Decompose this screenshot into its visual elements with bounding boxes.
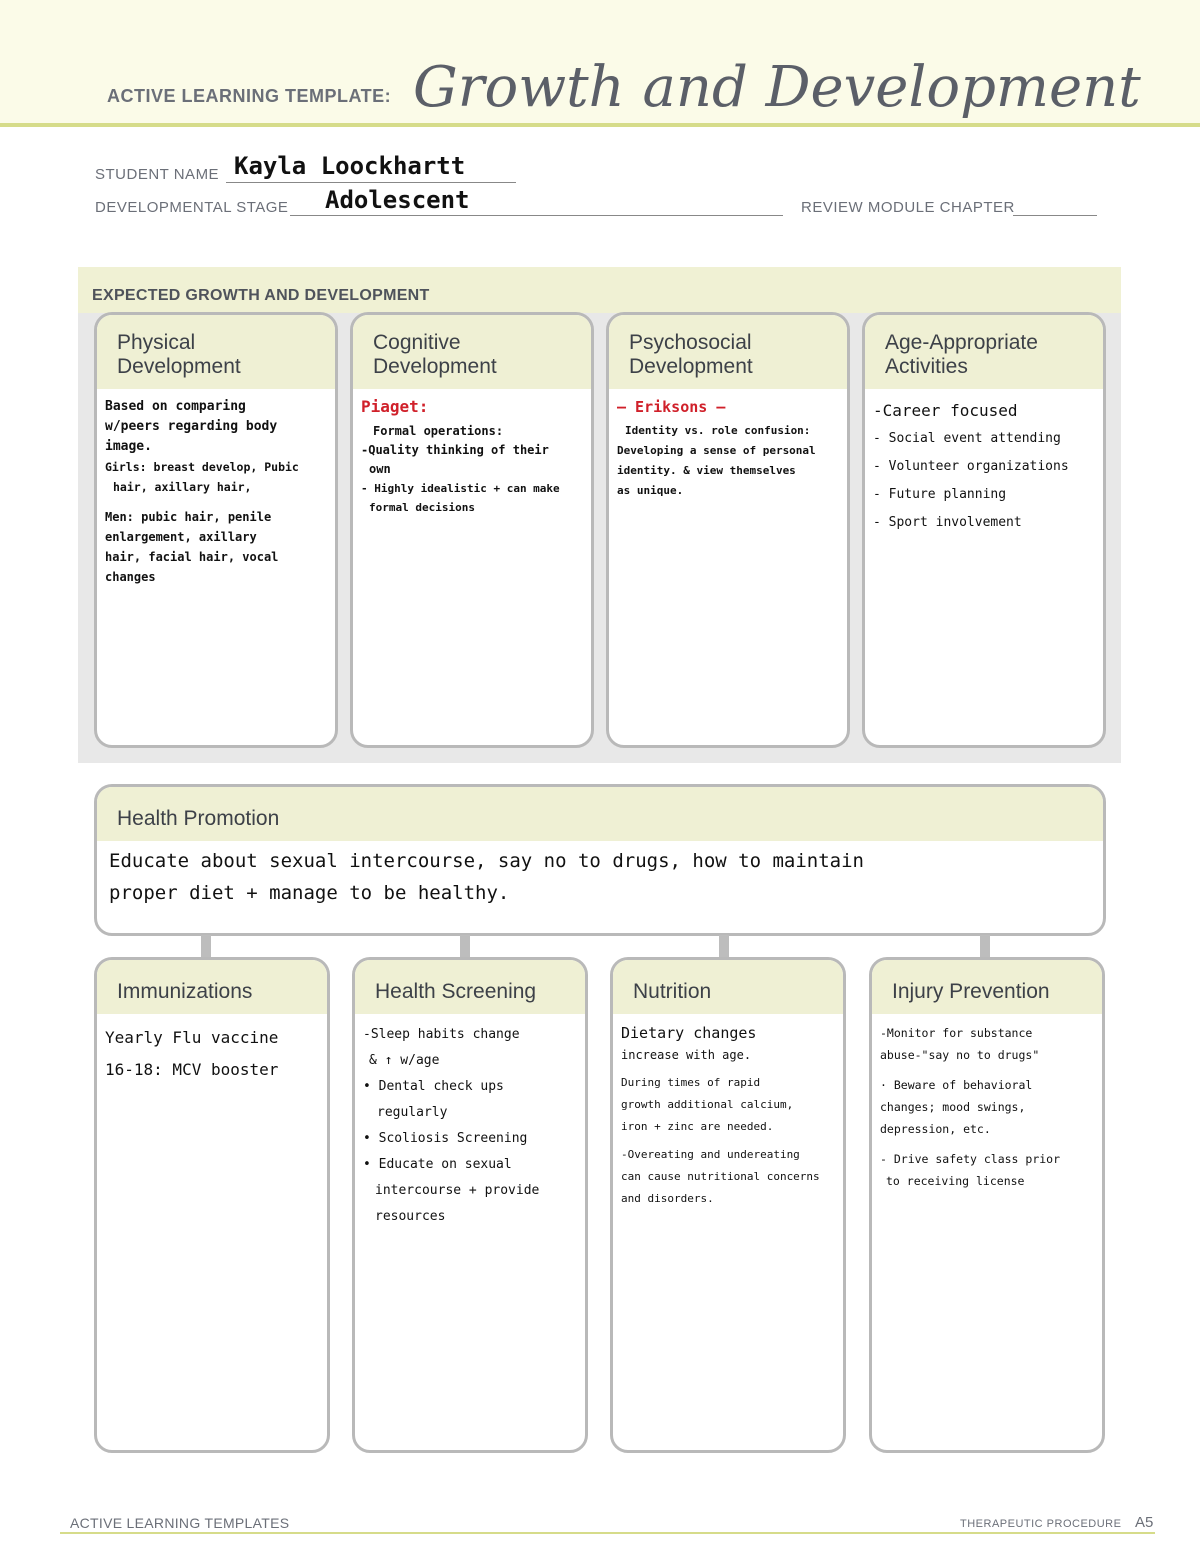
note-line: and disorders.	[621, 1192, 714, 1205]
note-line: iron + zinc are needed.	[621, 1120, 774, 1133]
footer-right-label: THERAPEUTIC PROCEDURE	[960, 1518, 1122, 1530]
note-line: w/peers regarding body	[105, 419, 278, 434]
card-title: Nutrition	[633, 980, 712, 1003]
note-line: & ↑ w/age	[369, 1053, 440, 1068]
note-line: Girls: breast develop, Pubic	[105, 460, 299, 474]
note-line: image.	[105, 439, 152, 454]
psychosocial-development-card	[606, 312, 850, 748]
cognitive-development-card	[350, 312, 594, 748]
card-header	[97, 960, 327, 1014]
card-body	[97, 1014, 327, 1094]
note-line: increase with age.	[621, 1048, 752, 1062]
card-header	[97, 315, 335, 389]
card-header	[613, 960, 843, 1014]
note-line: can cause nutritional concerns	[621, 1170, 820, 1183]
note-line: Based on comparing	[105, 399, 246, 414]
connector	[201, 935, 211, 957]
note-heading: Piaget:	[361, 397, 429, 416]
note-line: 16-18: MCV booster	[105, 1060, 279, 1079]
note-line: growth additional calcium,	[621, 1098, 794, 1111]
note-heading: – Eriksons –	[617, 398, 726, 416]
note-line: Men: pubic hair, penile	[105, 510, 272, 524]
expected-growth-label: EXPECTED GROWTH AND DEVELOPMENT	[92, 287, 430, 304]
student-name-label: STUDENT NAME	[95, 166, 220, 183]
note-line: • Dental check ups	[363, 1079, 504, 1094]
note-line: enlargement, axillary	[105, 530, 257, 544]
connector	[719, 935, 729, 957]
page-number: A5	[1135, 1514, 1154, 1531]
note-line: - Social event attending	[873, 431, 1061, 446]
card-header	[865, 315, 1103, 389]
note-line: Developing a sense of personal	[617, 444, 816, 457]
note-line: • Scoliosis Screening	[363, 1131, 528, 1146]
note-line: intercourse + provide	[375, 1183, 540, 1198]
review-module-label: REVIEW MODULE CHAPTER	[801, 199, 1015, 216]
note-line: - Volunteer organizations	[873, 459, 1069, 474]
card-title: Immunizations	[117, 980, 253, 1003]
note-line: -Career focused	[873, 401, 1018, 420]
footer-divider	[60, 1532, 1155, 1534]
note-line: - Future planning	[873, 487, 1007, 502]
note-line: hair, facial hair, vocal	[105, 550, 279, 564]
card-header	[609, 315, 847, 389]
card-title: Health Promotion	[117, 807, 280, 830]
note-line: · Beware of behavioral	[880, 1078, 1033, 1092]
card-title-line2: Development	[117, 355, 241, 378]
note-line: resources	[375, 1209, 446, 1224]
note-line: Formal operations:	[373, 424, 504, 438]
card-body	[97, 389, 335, 595]
developmental-stage-value: Adolescent	[325, 186, 470, 214]
note-line: abuse-"say no to drugs"	[880, 1048, 1040, 1062]
connector	[980, 935, 990, 957]
card-title-line1: Psychosocial	[629, 331, 752, 354]
card-body	[355, 1014, 585, 1238]
card-body	[613, 1014, 843, 1218]
note-line: hair, axillary hair,	[113, 480, 252, 494]
card-header	[97, 787, 1103, 841]
card-header	[353, 315, 591, 389]
note-line: regularly	[377, 1105, 448, 1120]
card-title-line2: Development	[629, 355, 753, 378]
note-line: changes; mood swings,	[880, 1100, 1026, 1114]
note-line: - Highly idealistic + can make	[361, 482, 560, 495]
injury-prevention-card	[869, 957, 1105, 1453]
note-line: - Drive safety class prior	[880, 1152, 1061, 1166]
note-line: -Quality thinking of their	[361, 443, 549, 457]
developmental-stage-label: DEVELOPMENTAL STAGE	[95, 199, 289, 216]
connector	[460, 935, 470, 957]
card-title-line1: Age-Appropriate	[885, 331, 1038, 354]
age-appropriate-activities-card	[862, 312, 1106, 748]
note-line: as unique.	[617, 484, 684, 497]
note-line: proper diet + manage to be healthy.	[109, 882, 510, 904]
note-line: During times of rapid	[621, 1076, 761, 1089]
note-line: Educate about sexual intercourse, say no to drugs, how to maintain	[109, 850, 864, 872]
card-body	[872, 1014, 1102, 1200]
note-line: formal decisions	[369, 501, 475, 514]
note-line: Dietary changes	[621, 1024, 757, 1042]
note-line: -Overeating and undereating	[621, 1148, 800, 1161]
developmental-stage-line	[290, 215, 783, 216]
template-label: ACTIVE LEARNING TEMPLATE:	[107, 86, 392, 106]
card-title-line1: Cognitive	[373, 331, 461, 354]
note-line: depression, etc.	[880, 1122, 991, 1136]
card-header	[355, 960, 585, 1014]
student-name-value: Kayla Loockhartt	[234, 152, 466, 180]
health-promotion-card	[94, 784, 1106, 936]
note-line: Yearly Flu vaccine	[105, 1028, 279, 1047]
physical-development-card	[94, 312, 338, 748]
note-line: identity. & view themselves	[617, 464, 796, 477]
footer-left-label: ACTIVE LEARNING TEMPLATES	[70, 1515, 290, 1531]
card-title: Injury Prevention	[892, 980, 1050, 1003]
note-line: own	[369, 462, 391, 476]
card-title: Health Screening	[375, 980, 537, 1003]
immunizations-card	[94, 957, 330, 1453]
student-name-line	[226, 182, 516, 183]
note-line: -Sleep habits change	[363, 1027, 520, 1042]
card-title-line2: Development	[373, 355, 497, 378]
header-divider	[0, 123, 1200, 127]
note-line: - Sport involvement	[873, 515, 1022, 530]
card-body	[865, 389, 1103, 545]
card-body	[97, 841, 1103, 913]
note-line: • Educate on sexual	[363, 1157, 512, 1172]
note-line: Identity vs. role confusion:	[625, 424, 811, 437]
card-title-line2: Activities	[885, 355, 968, 378]
card-header	[872, 960, 1102, 1014]
note-line: changes	[105, 570, 156, 584]
note-line: -Monitor for substance	[880, 1026, 1033, 1040]
card-title-line1: Physical	[117, 331, 196, 354]
nutrition-card	[610, 957, 846, 1453]
card-body	[609, 389, 847, 509]
health-screening-card	[352, 957, 588, 1453]
note-line: to receiving license	[886, 1174, 1025, 1188]
page-title: Growth and Development	[413, 55, 1141, 120]
card-body	[353, 389, 591, 525]
review-module-line	[1013, 215, 1097, 216]
